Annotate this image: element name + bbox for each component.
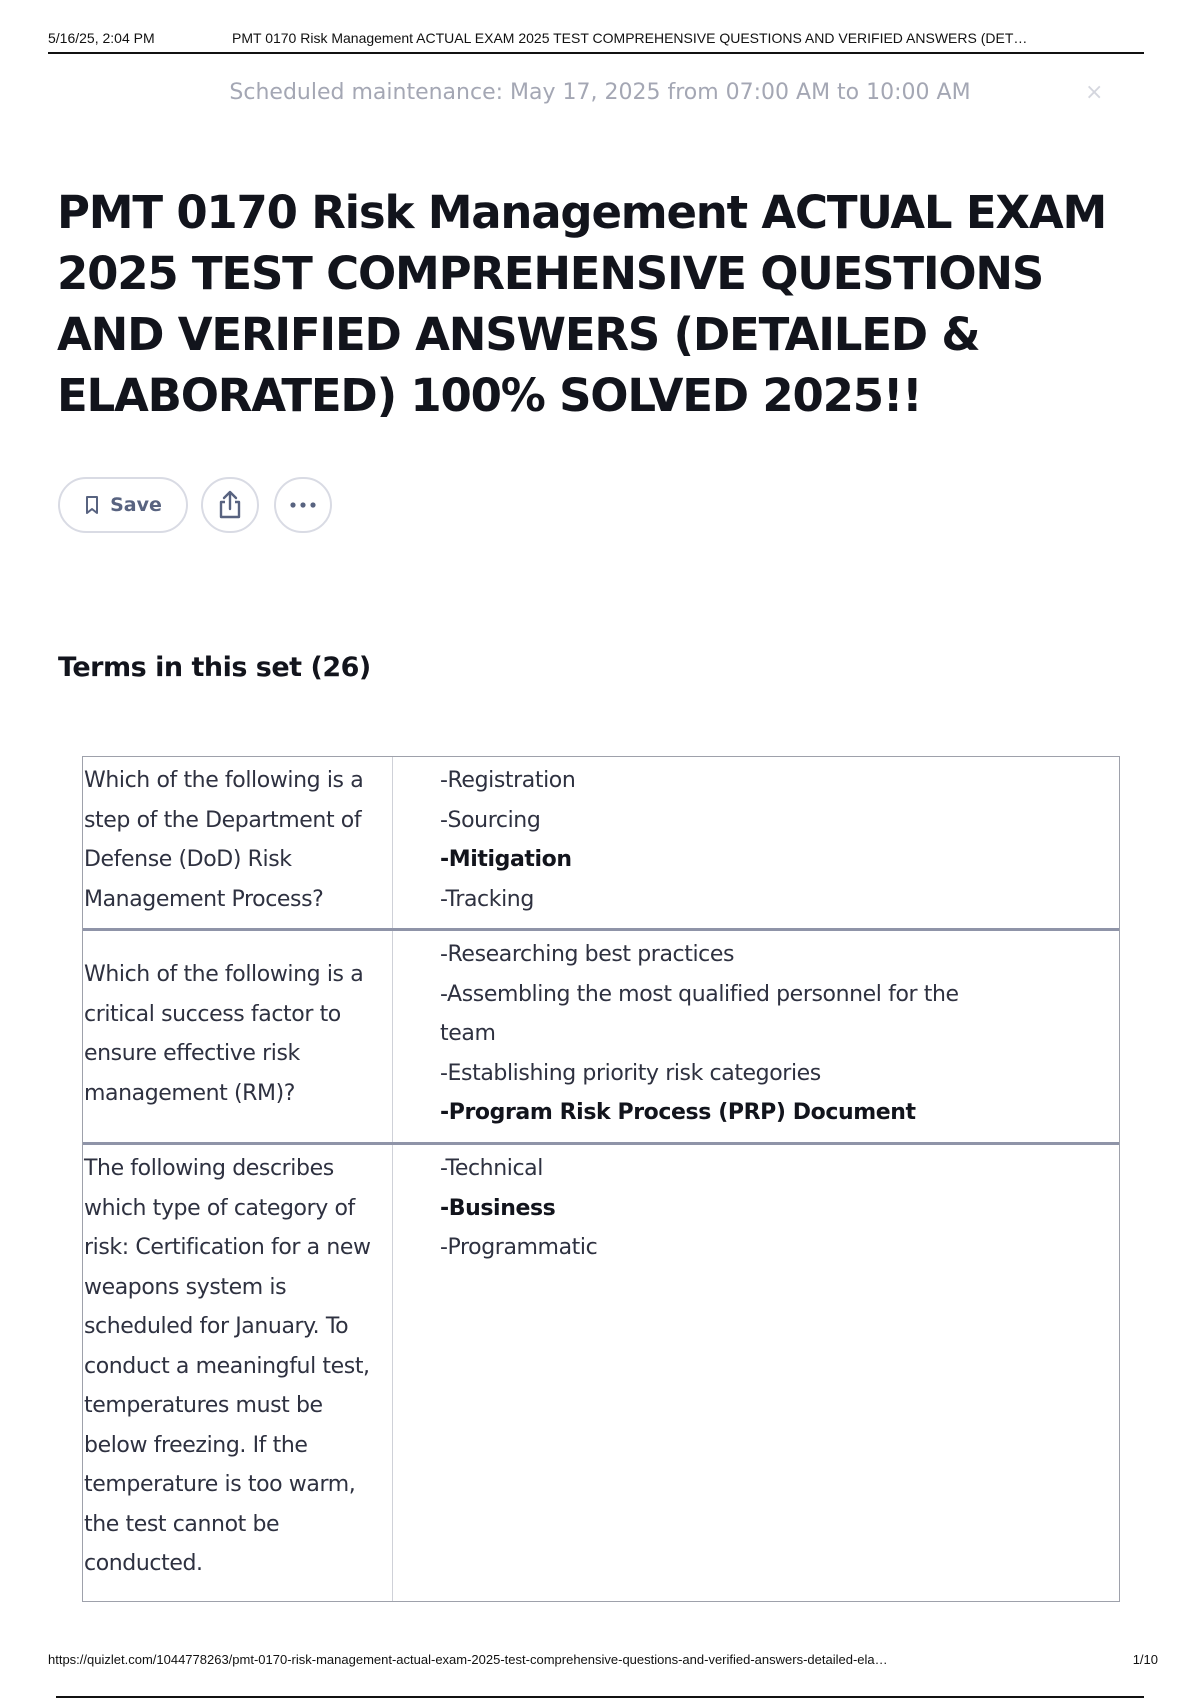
answer-option: -Sourcing xyxy=(440,807,541,833)
print-url: https://quizlet.com/1044778263/pmt-0170-risk-management-actual-exam-2025-test-comprehensive-questions-and-verified-answers-detailed-ela… xyxy=(48,1652,888,1667)
term-row-3 xyxy=(83,1145,1119,1601)
terms-heading: Terms in this set (26) xyxy=(58,652,371,683)
answer-option-correct: -Business xyxy=(440,1195,556,1221)
page-title: PMT 0170 Risk Management ACTUAL EXAM 2025 TEST COMPREHENSIVE QUESTIONS AND VERIFIED ANSWERS (DETAILED & ELABORATED) 100% SOLVED 2025!! xyxy=(57,186,1107,422)
terms-table xyxy=(82,756,1120,1602)
term-question: The following describes which type of category of risk: Certification for a new weapons system is scheduled for January. To conduct a meaningful test, temperatures must be below freezing. If the temperature is too warm, the test cannot be conducted. xyxy=(83,1145,393,1601)
share-button[interactable] xyxy=(201,477,259,533)
answer-option-correct: -Program Risk Process (PRP) Document xyxy=(440,1100,916,1125)
answer-option: -Technical xyxy=(440,1156,543,1181)
save-button[interactable] xyxy=(58,477,188,533)
share-icon xyxy=(217,490,243,520)
page-number: 1/10 xyxy=(1132,1652,1158,1667)
close-icon[interactable]: × xyxy=(1085,80,1104,105)
bookmark-icon xyxy=(84,495,100,515)
more-options-button[interactable] xyxy=(274,477,332,533)
term-answer-options xyxy=(393,931,1119,1142)
print-date: 5/16/25, 2:04 PM xyxy=(48,30,155,46)
maintenance-banner xyxy=(0,80,1200,105)
term-row-2 xyxy=(83,931,1119,1145)
answer-option: -Tracking xyxy=(440,886,534,912)
save-button-label: Save xyxy=(110,494,162,516)
answer-option-correct: -Mitigation xyxy=(440,847,572,872)
answer-option: -Programmatic xyxy=(440,1235,598,1260)
print-header xyxy=(48,30,1144,54)
footer-divider xyxy=(56,1696,1144,1698)
answer-option: -Researching best practices xyxy=(440,942,735,967)
answer-option: -Registration xyxy=(440,768,576,793)
maintenance-banner-text: Scheduled maintenance: May 17, 2025 from 07:00 AM to 10:00 AM xyxy=(229,80,971,105)
print-doc-title: PMT 0170 Risk Management ACTUAL EXAM 2025 TEST COMPREHENSIVE QUESTIONS AND VERIFIED ANSWERS (DET… xyxy=(232,30,1028,46)
term-row-1 xyxy=(83,757,1119,931)
term-answer-options xyxy=(393,757,1119,928)
answer-option: -Assembling the most qualified personnel for the team xyxy=(440,981,959,1046)
term-question: Which of the following is a critical success factor to ensure effective risk management (RM)? xyxy=(83,931,393,1142)
term-question: Which of the following is a step of the Department of Defense (DoD) Risk Management Process? xyxy=(83,757,393,928)
answer-option: -Establishing priority risk categories xyxy=(440,1060,821,1086)
more-horizontal-icon xyxy=(289,501,317,509)
term-answer-options xyxy=(393,1145,1119,1601)
